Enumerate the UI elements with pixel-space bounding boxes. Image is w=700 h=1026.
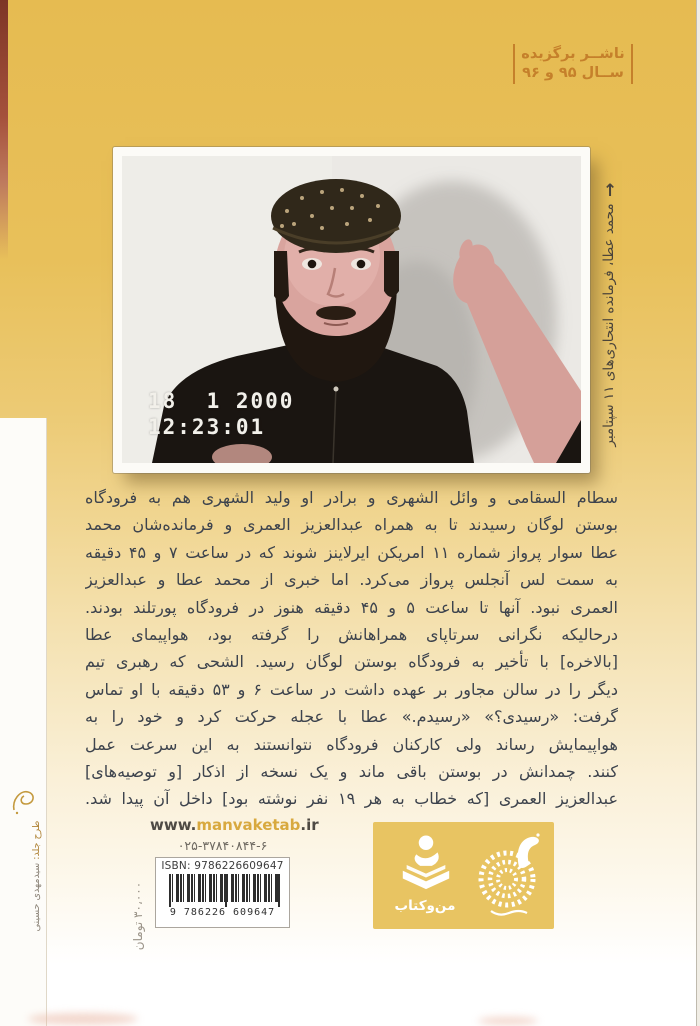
badge-line1: ناشــر برگزیده	[521, 46, 625, 62]
peacock-logo-icon	[469, 829, 551, 923]
barcode-guard	[169, 874, 171, 907]
photo-timestamp-date: 18 1 2000	[148, 389, 295, 413]
publisher-website	[150, 816, 319, 834]
man-va-ketab-logo-icon	[397, 834, 455, 894]
calligraphy-mark-icon	[10, 784, 40, 818]
barcode-digits: 9 786226 609647	[169, 907, 276, 918]
text-line: به سمت لس آنجلس پرواز می‌کرد. اما خبری از محمد عطا و عبدالعزیز	[85, 570, 618, 590]
website-domain: manvaketab	[196, 816, 301, 834]
publisher-award-badge	[513, 44, 633, 84]
website-suffix: .ir	[300, 816, 319, 834]
text-line: دیگر را در سالن مجاور بر عهده داشت در ساعت ۶ و ۵۳ دقیقه با او تماس	[85, 679, 618, 699]
text-line: گرفت: «رسیدی؟» «رسیدم.» عطا با عجله حرکت کرد و خود را به	[85, 707, 618, 727]
website-prefix: www.	[150, 816, 197, 834]
back-cover-text	[85, 484, 618, 813]
photo-timestamp-time: 12:23:01	[148, 415, 266, 439]
text-line: هواپیمایش رساند ولی کارکنان فرودگاه نتوانستند به این سرعت عمل	[85, 734, 618, 754]
man-va-ketab-logo-label: من‌وکتاب	[394, 898, 456, 914]
text-line: سطام السقامی و وائل الشهری و برادر او ولید الشهری هم به فرودگاه	[85, 488, 618, 507]
scan-smudge	[28, 1013, 138, 1025]
credit-label: طرح جلد:	[31, 820, 42, 860]
price-label: ۳۰،۰۰۰ تومان	[131, 881, 145, 951]
text-line: کنند. چمدانش در بوستن باقی ماند و یک نسخه از اذکار [و توصیه‌های]	[85, 761, 618, 781]
cover-designer-credit	[31, 816, 45, 936]
right-scan-edge	[696, 0, 700, 1026]
photo-frame	[113, 147, 590, 473]
mugshot-photo	[122, 156, 581, 463]
badge-line2: ســال ۹۵ و ۹۶	[522, 65, 624, 81]
isbn-number: ISBN: 9786226609647	[161, 860, 284, 872]
spine-edge	[0, 0, 8, 260]
barcode	[169, 874, 280, 902]
publisher-logo-box	[373, 822, 554, 929]
credit-name: سیدمهدی حسینی	[31, 862, 42, 932]
barcode-guard	[225, 874, 227, 907]
text-line: العمری نبود. آنها تا ساعت ۵ و ۴۵ دقیقه هنوز در فرودگاه پورتلند بودند.	[85, 597, 618, 617]
up-arrow-icon: ↑	[603, 181, 618, 201]
isbn-barcode-box	[155, 857, 290, 928]
text-line: عبدالعزیز العمری [که خطاب به هر ۱۹ نفر نوشته بود] داخل آن پیدا شد.	[85, 789, 618, 809]
text-line: درحالیکه نگرانی سرتاپای همراهانش را گرفته بود، هواپیمای عطا	[85, 624, 618, 644]
scan-smudge	[478, 1017, 538, 1025]
text-line: عطا سوار پرواز شماره ۱۱ امریکن ایرلاینز شوند که در ساعت ۷ و ۴۵ دقیقه	[85, 542, 618, 562]
barcode-guard	[278, 874, 280, 907]
text-line: بوستن لوگان رسیدند تا به همراه عبدالعزیز العمری و فرمانده‌شان محمد	[85, 515, 618, 535]
photo-caption: محمد عطا، فرمانده انتحاری‌های ۱۱ سپتامبر	[601, 203, 617, 447]
text-line: [بالاخره] با تأخیر به فرودگاه بوستن لوگان رسید. الشحی که رهبری تیم	[85, 652, 618, 672]
publisher-phone: ۰۲۵-۳۷۸۴۰۸۴۴-۶	[177, 838, 268, 853]
